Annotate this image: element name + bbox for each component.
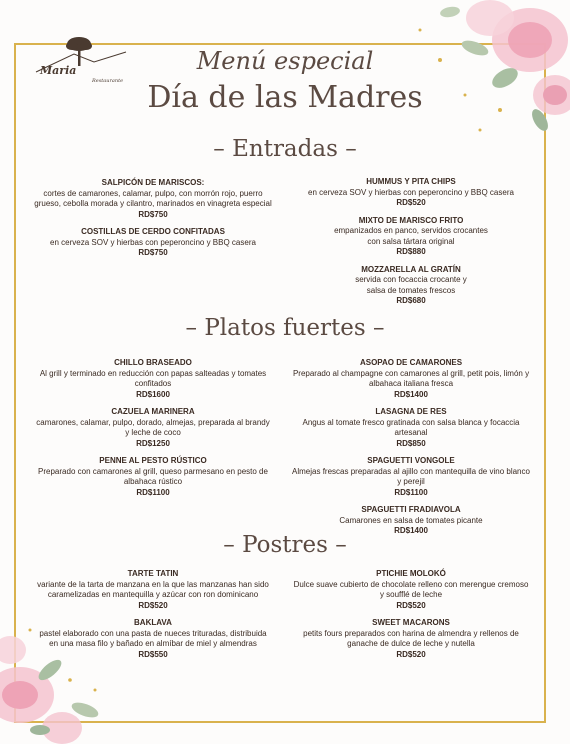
item-name: PTICHIE MOLOKÓ <box>376 569 446 578</box>
item-name: CHILLO BRASEADO <box>114 358 192 367</box>
item-description: Preparado al champagne con camarones al grill, petit pois, limón y albahaca italiana fresca <box>292 368 530 388</box>
item-price: RD$1100 <box>136 487 170 497</box>
item-price: RD$750 <box>138 209 168 219</box>
item-name: SALPICÓN DE MARISCOS: <box>101 178 205 187</box>
item-name: SPAGUETTI VONGOLE <box>367 456 455 465</box>
section-title-platos-fuertes: – Platos fuertes – <box>185 315 385 341</box>
menu-script-title: Menú especial <box>196 47 374 75</box>
menu-item <box>34 618 272 660</box>
item-name: MIXTO DE MARISCO FRITO <box>358 215 464 225</box>
entradas-right-column <box>291 177 531 314</box>
platos-left-column <box>34 358 272 505</box>
menu-item <box>291 407 531 449</box>
item-description: camarones, calamar, pulpo, dorado, almejas, preparada al brandy y leche de coco <box>36 417 270 437</box>
menu-item <box>291 569 531 611</box>
item-description: Preparado con camarones al grill, queso parmesano en pesto de albahaca rústico <box>38 466 268 486</box>
item-name: PENNE AL PESTO RÚSTICO <box>99 456 207 465</box>
item-name: LASAGNA DE RES <box>375 407 447 416</box>
item-description: servida con focaccia crocante y salsa de tomates frescos <box>355 275 467 295</box>
menu-item <box>291 618 531 660</box>
item-price: RD$520 <box>396 649 426 659</box>
section-title-entradas: – Entradas – <box>213 136 357 162</box>
item-price: RD$750 <box>138 248 168 257</box>
item-name: CAZUELA MARINERA <box>111 407 195 416</box>
item-name: ASOPAO DE CAMARONES <box>359 358 463 367</box>
item-description: Dulce suave cubierto de chocolate relleno con merengue cremoso y soufflé de leche <box>293 579 529 599</box>
item-price: RD$1400 <box>394 389 428 399</box>
item-description: Angus al tomate fresco gratinada con salsa blanca y focaccia artesanal <box>302 417 520 437</box>
item-description: en cerveza SOV y hierbas con peperoncino y BBQ casera <box>308 187 514 197</box>
item-description: en cerveza SOV y hierbas con peperoncino y BBQ casera <box>50 237 256 247</box>
logo-subtitle: Restaurante <box>92 78 124 84</box>
postres-left-column <box>34 569 272 667</box>
item-description: Almejas frescas preparadas al ajillo con mantequilla de vino blanco y perejil <box>292 466 530 486</box>
item-description: Camarones en salsa de tomates picante <box>339 515 483 525</box>
menu-item <box>34 407 272 449</box>
item-description: empanizados en panco, servidos crocantes con salsa tártara original <box>334 226 488 246</box>
item-name: MOZZARELLA AL GRATÍN <box>361 264 461 274</box>
menu-item <box>34 456 272 498</box>
item-description: cortes de camarones, calamar, pulpo, con morrón rojo, puerro grueso, cebolla morada y cilantro, marinados en vinagreta especial <box>34 188 272 208</box>
item-price: RD$880 <box>396 247 426 256</box>
menu-item <box>291 265 531 307</box>
item-name: HUMMUS Y PITA CHIPS <box>366 177 456 186</box>
item-description: variante de la tarta de manzana en la que las manzanas han sido caramelizadas en mantequilla y azúcar con ron dominicano <box>37 579 269 599</box>
menu-item <box>34 358 272 400</box>
postres-right-column <box>291 569 531 667</box>
item-description: petits fours preparados con harina de almendra y rellenos de ganache de dulce de leche y nutella <box>303 628 519 648</box>
item-price: RD$520 <box>396 600 426 610</box>
flower-decoration-top-right <box>380 0 570 150</box>
logo-name: Maria <box>40 64 77 77</box>
menu-item <box>291 358 531 400</box>
item-price: RD$520 <box>138 600 168 610</box>
menu-item <box>34 569 272 611</box>
item-price: RD$550 <box>138 649 168 659</box>
item-price: RD$1100 <box>394 487 428 497</box>
item-name: SWEET MACARONS <box>372 618 450 627</box>
menu-main-title: Día de las Madres <box>147 80 423 115</box>
entradas-left-column <box>34 178 272 266</box>
menu-item <box>291 177 531 209</box>
item-name: BAKLAVA <box>134 618 172 627</box>
platos-right-column <box>291 358 531 544</box>
item-price: RD$520 <box>396 198 426 207</box>
menu-item <box>34 227 272 259</box>
item-description: pastel elaborado con una pasta de nueces trituradas, distribuida en una masa filo y bañado en almíbar de miel y almendras <box>39 628 267 648</box>
item-price: RD$1600 <box>136 389 170 399</box>
item-price: RD$850 <box>396 438 426 448</box>
item-price: RD$680 <box>396 296 426 305</box>
menu-item <box>291 216 531 258</box>
menu-item <box>291 456 531 498</box>
item-name: TARTE TATIN <box>127 569 179 578</box>
item-name: COSTILLAS DE CERDO CONFITADAS <box>81 227 225 236</box>
menu-item <box>34 178 272 220</box>
item-price: RD$1400 <box>394 526 428 535</box>
item-description: Al grill y terminado en reducción con papas salteadas y tomates confitados <box>39 368 267 388</box>
section-title-postres: – Postres – <box>223 532 347 558</box>
item-name: SPAGUETTI FRADIAVOLA <box>361 505 461 514</box>
item-price: RD$1250 <box>136 438 170 448</box>
